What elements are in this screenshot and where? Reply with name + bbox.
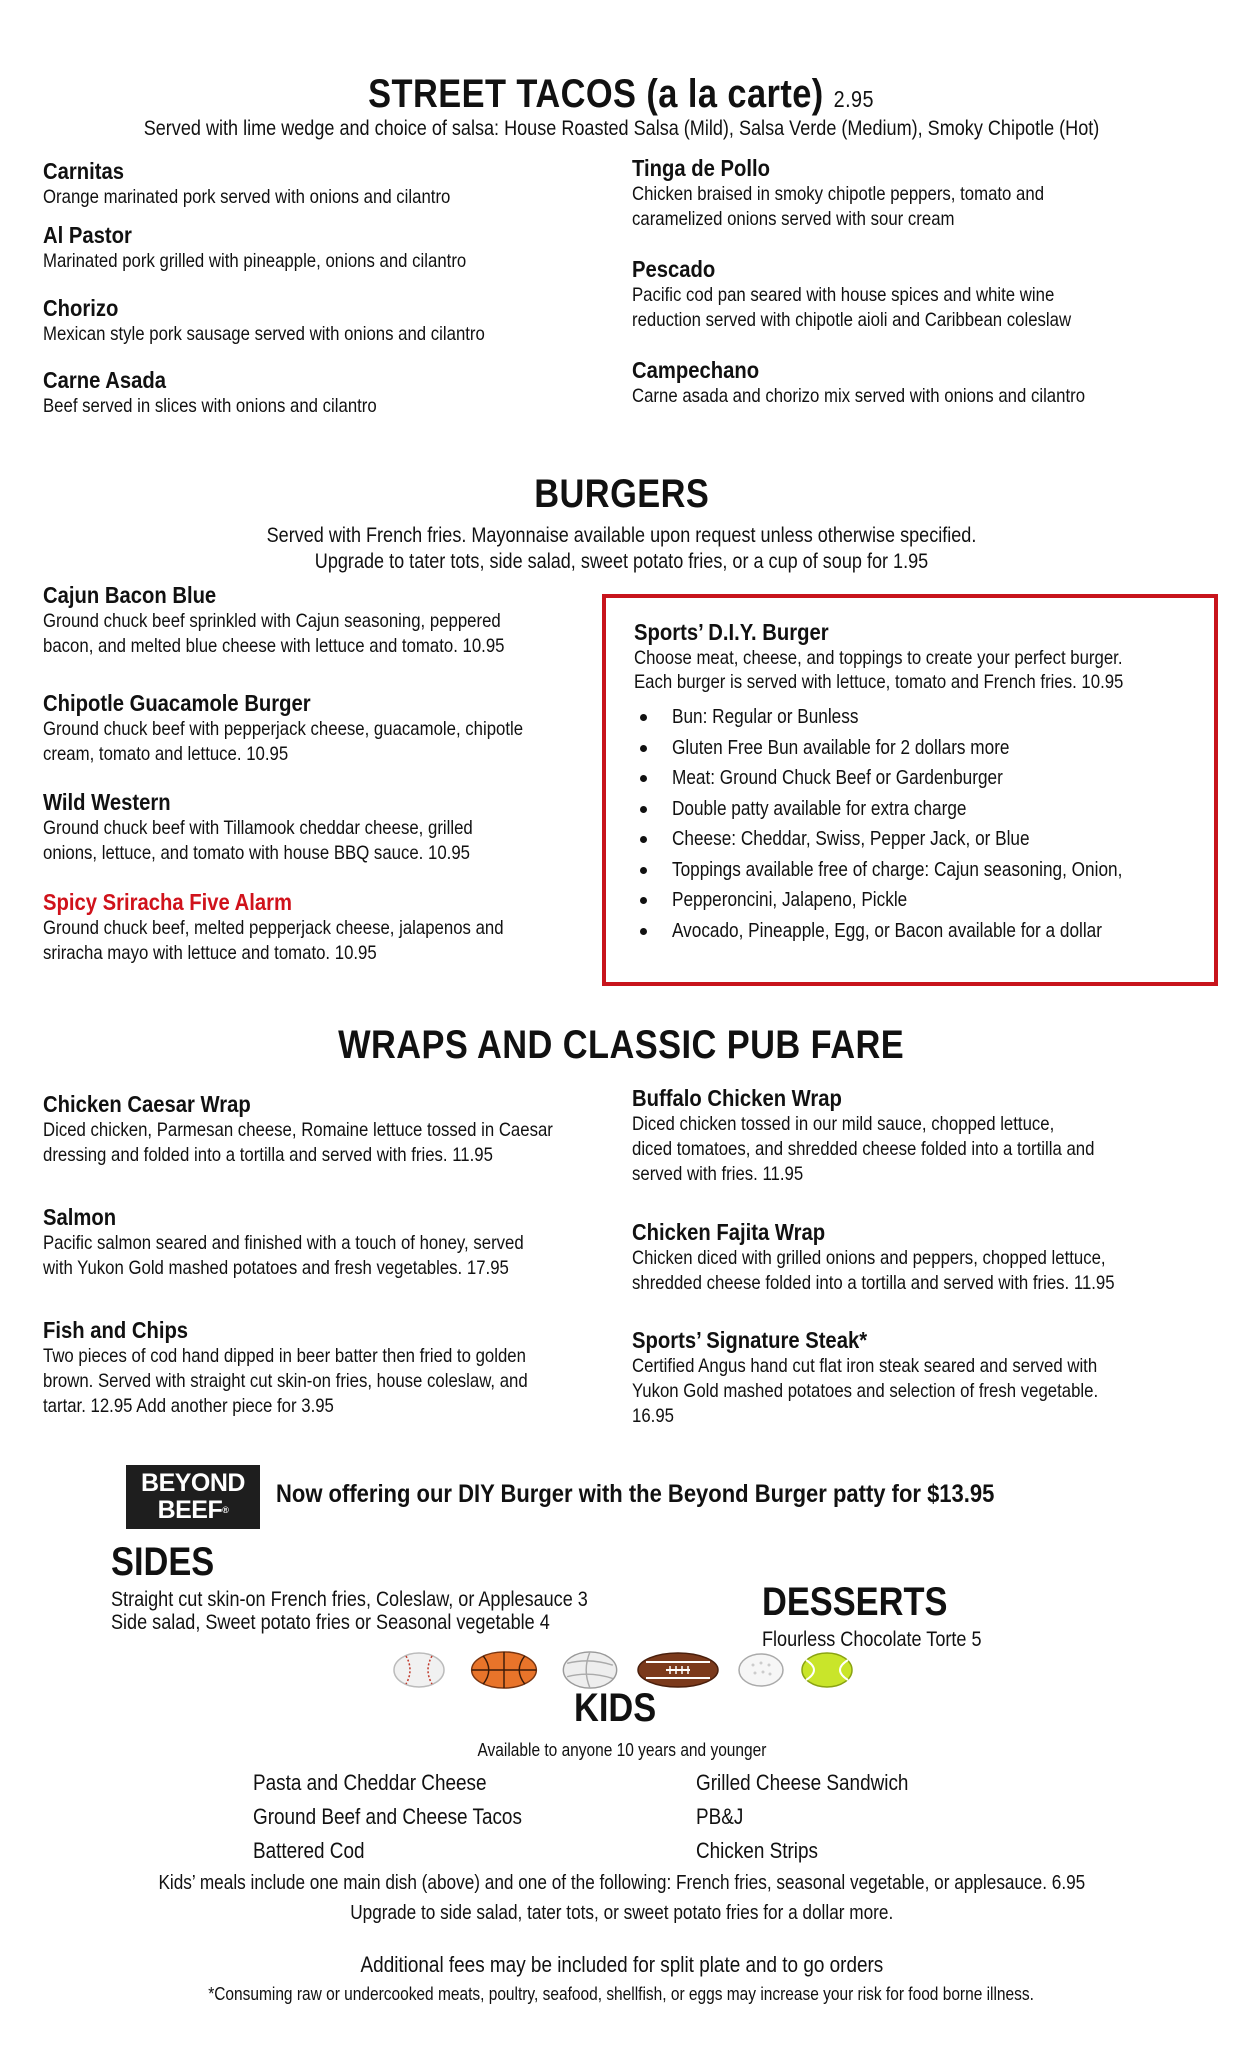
bullet-icon — [640, 897, 647, 904]
kids-title: KIDS — [574, 1686, 657, 1730]
bullet-text: Toppings available free of charge: Cajun seasoning, Onion, — [672, 858, 1123, 881]
item-name: Spicy Sriracha Five Alarm — [43, 889, 292, 915]
item-name: Cajun Bacon Blue — [43, 582, 217, 608]
bullet-icon — [640, 775, 647, 782]
list-item — [634, 702, 1196, 733]
item-desc: Orange marinated pork served with onions and cilantro — [43, 186, 451, 208]
footer-line-1: Additional fees may be included for split plate and to go orders — [360, 1952, 883, 1977]
burger-item-cajun-bacon-blue — [43, 581, 580, 659]
diy-burger-item — [634, 618, 1203, 694]
item-desc: Pacific cod pan seared with house spices and white wine — [632, 284, 1055, 306]
taco-item-tinga-de-pollo — [632, 154, 1111, 232]
item-desc: Chicken diced with grilled onions and peppers, chopped lettuce, — [632, 1247, 1106, 1269]
item-name: Tinga de Pollo — [632, 155, 770, 181]
item-desc: Certified Angus hand cut flat iron steak seared and served with — [632, 1355, 1098, 1377]
bullet-icon — [640, 867, 647, 874]
item-desc: cream, tomato and lettuce. 10.95 — [43, 743, 289, 765]
list-item — [634, 885, 1196, 916]
burgers-title: BURGERS — [533, 472, 710, 516]
item-desc: Diced chicken, Parmesan cheese, Romaine lettuce tossed in Caesar — [43, 1119, 553, 1141]
wrap-item-signature-steak — [632, 1326, 1174, 1429]
kids-note-1: Kids’ meals include one main dish (above) and one of the following: French fries, seasonal vegetable, or applesauce. 6.95 — [158, 1872, 1085, 1894]
bullet-icon — [640, 806, 647, 813]
item-desc: 16.95 — [632, 1405, 674, 1427]
burgers-subtitle-2: Upgrade to tater tots, side salad, sweet potato fries, or a cup of soup for 1.95 — [314, 550, 929, 573]
kids-subtitle-wrap — [0, 1740, 1243, 1761]
item-desc: Beef served in slices with onions and cilantro — [43, 395, 377, 417]
item-name: Campechano — [632, 357, 760, 383]
bullet-icon — [640, 745, 647, 752]
bullet-text: Bun: Regular or Bunless — [672, 706, 859, 728]
bullet-icon — [640, 836, 647, 843]
beyond-beef-logo — [126, 1465, 260, 1529]
burgers-header — [0, 472, 1243, 517]
list-item — [634, 824, 1196, 855]
logo-line-2 — [126, 1497, 260, 1523]
item-desc: reduction served with chipotle aioli and Caribbean coleslaw — [632, 309, 1072, 331]
item-name: Sports’ D.I.Y. Burger — [634, 619, 829, 645]
item-desc: Pacific salmon seared and finished with a touch of honey, served — [43, 1232, 524, 1254]
list-item — [634, 916, 1196, 947]
item-desc: Mexican style pork sausage served with onions and cilantro — [43, 323, 485, 345]
desserts-title: DESSERTS — [762, 1580, 948, 1624]
item-desc: Each burger is served with lettuce, tomato and French fries. 10.95 — [634, 671, 1124, 693]
footer-line-2-wrap — [0, 1984, 1243, 2005]
kids-item-pasta: Pasta and Cheddar Cheese — [253, 1770, 487, 1795]
bullet-text: Pepperoncini, Jalapeno, Pickle — [672, 889, 908, 911]
item-desc: dressing and folded into a tortilla and served with fries. 11.95 — [43, 1144, 493, 1166]
bullet-icon — [640, 714, 647, 721]
wrap-item-buffalo-chicken — [632, 1084, 1170, 1187]
item-desc: shredded cheese folded into a tortilla and served with fries. 11.95 — [632, 1272, 1115, 1294]
tennis-ball-icon — [800, 1650, 854, 1690]
baseball-icon — [392, 1650, 446, 1690]
burger-item-wild-western — [43, 788, 543, 866]
diy-burger-box — [602, 594, 1218, 986]
item-name: Sports’ Signature Steak* — [632, 1327, 868, 1353]
kids-note-2: Upgrade to side salad, tater tots, or sweet potato fries for a dollar more. — [349, 1902, 894, 1924]
item-name: Buffalo Chicken Wrap — [632, 1085, 842, 1111]
wraps-title: WRAPS AND CLASSIC PUB FARE — [338, 1023, 905, 1067]
football-icon — [636, 1650, 720, 1690]
item-name: Wild Western — [43, 789, 171, 815]
bullet-text: Cheese: Cheddar, Swiss, Pepper Jack, or Blue — [672, 828, 1030, 850]
taco-item-campechano — [632, 356, 1159, 409]
burger-item-chipotle-guacamole — [43, 689, 601, 767]
kids-item-pbj: PB&J — [696, 1804, 744, 1829]
item-desc: with Yukon Gold mashed potatoes and fresh vegetables. 17.95 — [43, 1257, 509, 1279]
desserts-line-1: Flourless Chocolate Torte 5 — [762, 1628, 982, 1651]
item-desc: diced tomatoes, and shredded cheese folded into a tortilla and — [632, 1138, 1095, 1160]
wrap-item-chicken-caesar — [43, 1090, 636, 1168]
item-name: Chipotle Guacamole Burger — [43, 690, 311, 716]
sides-line-2: Side salad, Sweet potato fries or Seasonal vegetable 4 — [111, 1611, 550, 1634]
item-name: Pescado — [632, 256, 716, 282]
basketball-icon — [468, 1650, 540, 1690]
item-desc: Two pieces of cod hand dipped in beer batter then fried to golden — [43, 1345, 526, 1367]
item-name: Chicken Fajita Wrap — [632, 1219, 826, 1245]
burger-item-spicy-sriracha — [43, 888, 579, 966]
item-desc: Carne asada and chorizo mix served with onions and cilantro — [632, 385, 1086, 407]
bullet-text: Meat: Ground Chuck Beef or Gardenburger — [672, 767, 1003, 789]
item-name: Carne Asada — [43, 367, 166, 393]
kids-item-chicken-strips: Chicken Strips — [696, 1838, 818, 1863]
wrap-item-fish-and-chips — [43, 1316, 607, 1419]
taco-item-chorizo — [43, 294, 557, 347]
item-name: Carnitas — [43, 158, 125, 184]
item-desc: Yukon Gold mashed potatoes and selection of fresh vegetable. — [632, 1380, 1099, 1402]
volleyball-icon — [560, 1650, 620, 1690]
item-desc: served with fries. 11.95 — [632, 1163, 804, 1185]
list-item — [634, 763, 1196, 794]
item-desc: bacon, and melted blue cheese with lettuce and tomato. 10.95 — [43, 635, 505, 657]
item-desc: caramelized onions served with sour cream — [632, 208, 955, 230]
bullet-text: Avocado, Pineapple, Egg, or Bacon available for a dollar — [672, 919, 1102, 942]
item-desc: Choose meat, cheese, and toppings to create your perfect burger. — [634, 647, 1123, 669]
item-desc: Ground chuck beef with Tillamook cheddar cheese, grilled — [43, 817, 473, 839]
item-desc: brown. Served with straight cut skin-on fries, house coleslaw, and — [43, 1370, 528, 1392]
tacos-title — [369, 72, 875, 117]
footer-line-1-wrap — [0, 1952, 1243, 1978]
item-desc: Ground chuck beef, melted pepperjack cheese, jalapenos and — [43, 917, 504, 939]
item-desc: Diced chicken tossed in our mild sauce, chopped lettuce, — [632, 1113, 1055, 1135]
taco-item-al-pastor — [43, 221, 535, 274]
kids-item-battered-cod: Battered Cod — [253, 1838, 365, 1863]
taco-item-pescado — [632, 255, 1143, 333]
wrap-item-chicken-fajita — [632, 1218, 1193, 1296]
kids-note-1-wrap — [0, 1872, 1243, 1895]
list-item — [634, 733, 1196, 764]
beyond-promo-text: Now offering our DIY Burger with the Beyond Burger patty for $13.95 — [276, 1480, 995, 1508]
tacos-subtitle: Served with lime wedge and choice of salsa: House Roasted Salsa (Mild), Salsa Verde (Medium), Smoky Chipotle (Hot) — [143, 117, 1100, 140]
tacos-price: 2.95 — [834, 86, 875, 112]
diy-options-list — [634, 702, 1196, 946]
tacos-header — [0, 72, 1243, 117]
sides-title: SIDES — [111, 1540, 215, 1584]
taco-item-carnitas — [43, 157, 517, 210]
kids-item-grilled-cheese: Grilled Cheese Sandwich — [696, 1770, 909, 1795]
footer-line-2: *Consuming raw or undercooked meats, poultry, seafood, shellfish, or eggs may increase your risk for food borne illness. — [208, 1984, 1035, 2004]
item-desc: sriracha mayo with lettuce and tomato. 10.95 — [43, 942, 377, 964]
tacos-title-text: STREET TACOS (a la carte) — [368, 72, 825, 116]
item-name: Chicken Caesar Wrap — [43, 1091, 251, 1117]
item-name: Chorizo — [43, 295, 119, 321]
logo-line-2-text: BEEF — [157, 1496, 223, 1524]
golf-ball-icon — [736, 1650, 786, 1690]
registered-mark: ® — [222, 1505, 229, 1515]
wrap-item-salmon — [43, 1203, 602, 1281]
item-desc: Ground chuck beef sprinkled with Cajun seasoning, peppered — [43, 610, 501, 632]
item-desc: Ground chuck beef with pepperjack cheese, guacamole, chipotle — [43, 718, 524, 740]
bullet-icon — [640, 928, 647, 935]
sides-line-1: Straight cut skin-on French fries, Coleslaw, or Applesauce 3 — [111, 1588, 588, 1611]
item-desc: tartar. 12.95 Add another piece for 3.95 — [43, 1395, 334, 1417]
burgers-subtitle-1: Served with French fries. Mayonnaise available upon request unless otherwise specified. — [266, 524, 977, 547]
item-name: Al Pastor — [43, 222, 132, 248]
list-item — [634, 855, 1196, 886]
item-desc: Marinated pork grilled with pineapple, onions and cilantro — [43, 250, 467, 272]
kids-subtitle: Available to anyone 10 years and younger — [477, 1740, 766, 1760]
kids-note-2-wrap — [0, 1902, 1243, 1925]
item-name: Salmon — [43, 1204, 117, 1230]
item-desc: onions, lettuce, and tomato with house BBQ sauce. 10.95 — [43, 842, 470, 864]
taco-item-carne-asada — [43, 366, 431, 419]
logo-line-1: BEYOND — [141, 1469, 245, 1497]
bullet-text: Gluten Free Bun available for 2 dollars more — [672, 736, 1010, 759]
list-item — [634, 794, 1196, 825]
wraps-header — [0, 1023, 1243, 1068]
bullet-text: Double patty available for extra charge — [672, 797, 967, 820]
kids-item-tacos: Ground Beef and Cheese Tacos — [253, 1804, 522, 1829]
item-name: Fish and Chips — [43, 1317, 189, 1343]
item-desc: Chicken braised in smoky chipotle peppers, tomato and — [632, 183, 1045, 205]
